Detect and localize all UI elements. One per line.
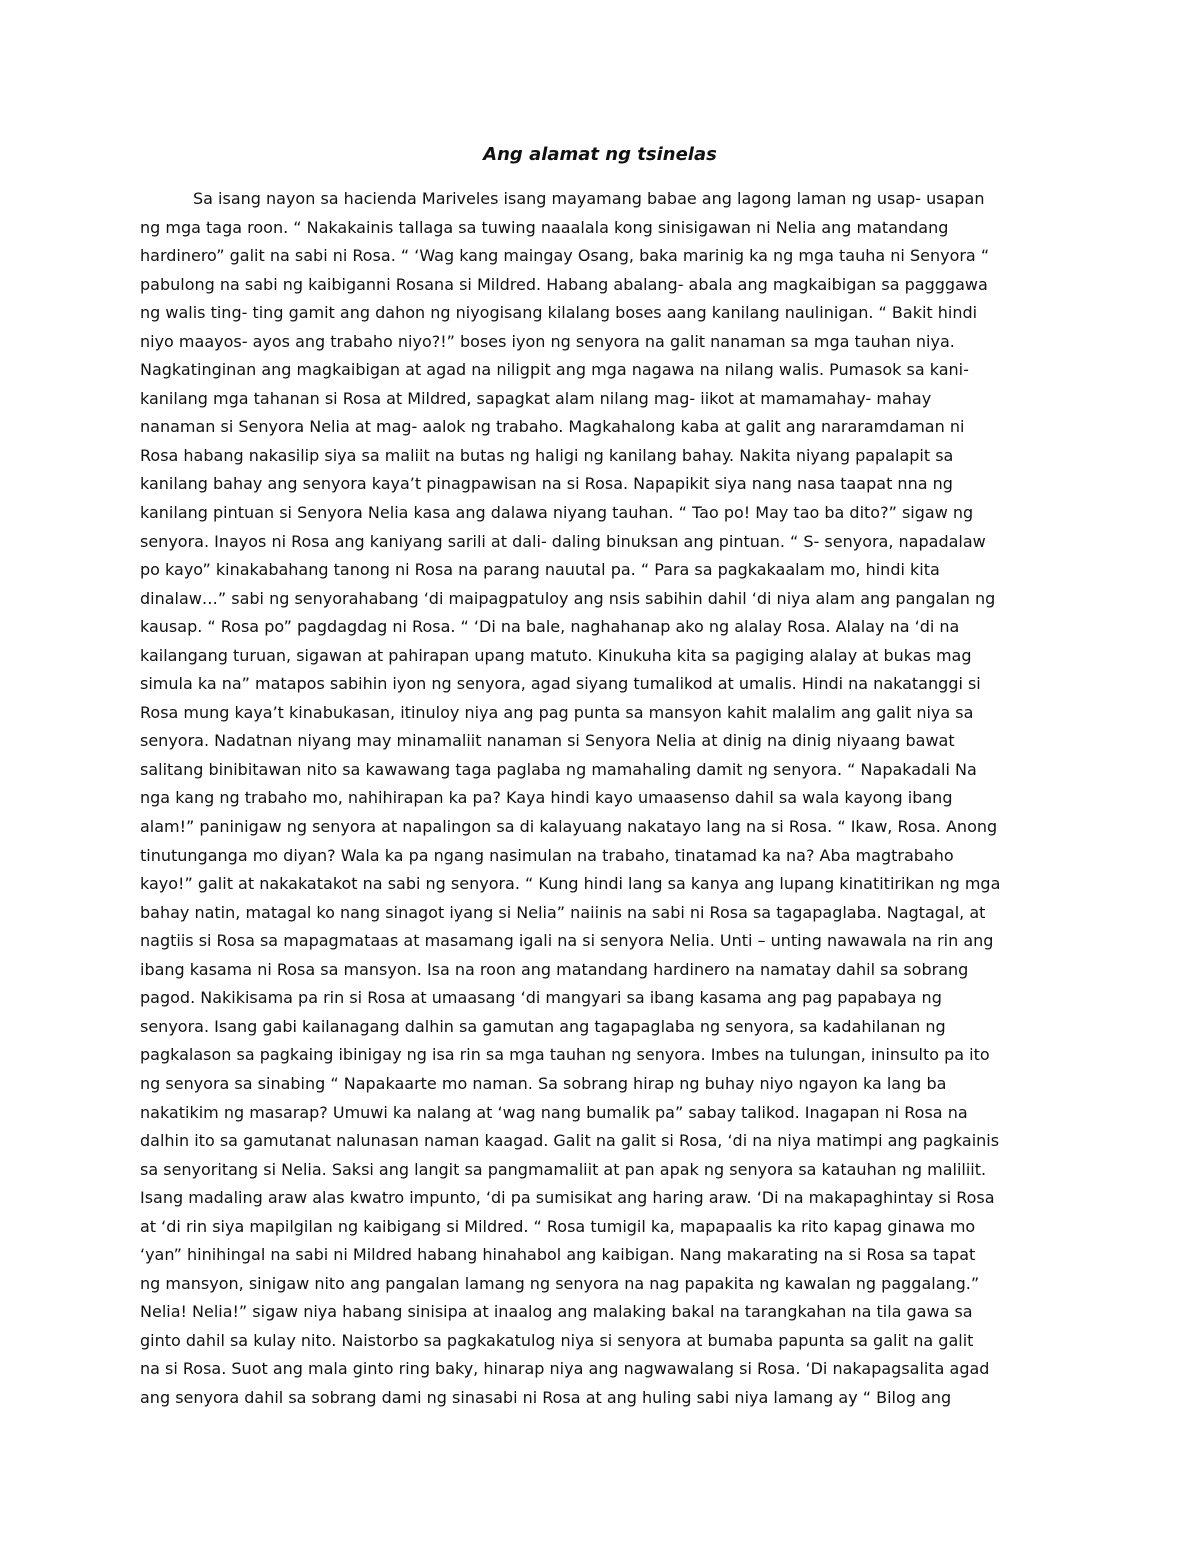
text-line: Isang madaling araw alas kwatro impunto, ‘di pa sumisikat ang haring araw. ‘Di na makapaghintay si Rosa [140, 1188, 995, 1208]
document-title: Ang alamat ng tsinelas [483, 144, 717, 165]
text-line: Sa isang nayon sa hacienda Mariveles isang mayamang babae ang lagong laman ng usap- usapan [193, 189, 985, 208]
text-line: kailangang turuan, sigawan at pahirapan upang matuto. Kinukuha kita sa pagiging alalay at bukas mag [140, 645, 972, 665]
text-line: Nagkatinginan ang magkaibigan at agad na niligpit ang mga nagawa na nilang walis. Pumasok sa kani- [140, 360, 969, 380]
text-line: kausap. “ Rosa po” pagdagdag ni Rosa. “ ‘Di na bale, naghahanap ako ng alalay Rosa. Alalay na ‘di na [140, 617, 960, 637]
text-line: kanilang bahay ang senyora kaya’t pinagpawisan na si Rosa. Napapikit siya nang nasa taapat nna ng [140, 474, 953, 494]
text-line: ibang kasama ni Rosa sa mansyon. Isa na roon ang matandang hardinero na namatay dahil sa sobrang [140, 959, 969, 979]
text-line: ‘yan” hinihingal na sabi ni Mildred habang hinahabol ang kaibigan. Nang makarating na si Rosa sa tapat [140, 1245, 976, 1265]
text-line: ng mansyon, sinigaw nito ang pangalan lamang ng senyora na nag papakita ng kawalan ng paggalang.” [140, 1273, 980, 1293]
text-line: niyo maayos- ayos ang trabaho niyo?!” boses iyon ng senyora na galit nanaman sa mga tauhan niya. [140, 331, 955, 351]
text-line: nakatikim ng masarap? Umuwi ka nalang at ‘wag nang bumalik pa” sabay talikod. Inagapan ni Rosa na [140, 1102, 968, 1122]
text-line: alam!” paninigaw ng senyora at napalingon sa di kalayuang nakatayo lang na si Rosa. “ Ikaw, Rosa. Anong [140, 817, 998, 837]
text-line: kayo!” galit at nakakatakot na sabi ng senyora. “ Kung hindi lang sa kanya ang lupang kinatitirikan ng mga [140, 874, 1001, 894]
text-line: sa senyoritang si Nelia. Saksi ang langit sa pangmamaliit at pan apak ng senyora sa katauhan ng maliliit. [140, 1159, 987, 1179]
text-line: dinalaw…” sabi ng senyorahabang ‘di maipagpatuloy ang nsis sabihin dahil ‘di niya alam ang pangalan ng [140, 588, 996, 608]
text-line: kanilang mga tahanan si Rosa at Mildred, sapagkat alam nilang mag- iikot at mamamahay- mahay [140, 388, 932, 408]
text-line: dalhin ito sa gamutanat nalunasan naman kaagad. Galit na galit si Rosa, ‘di na niya matimpi ang pagkainis [140, 1131, 1000, 1151]
text-line: at ‘di rin siya mapilgilan ng kaibigang si Mildred. “ Rosa tumigil ka, mapapaalis ka rito kapag ginawa mo [140, 1216, 976, 1236]
text-line: senyora. Nadatnan niyang may minamaliit nanaman si Senyora Nelia at dinig na dinig niyaang bawat [140, 731, 955, 751]
text-line: Nelia! Nelia!” sigaw niya habang sinisipa at inaalog ang malaking bakal na tarangkahan na tila gawa sa [140, 1302, 973, 1322]
text-line: ng walis ting- ting gamit ang dahon ng niyogisang kilalang boses aang kanilang naulinigan. “ Bakit hindi [140, 303, 978, 323]
text-line: ng mga taga roon. “ Nakakainis tallaga sa tuwing naaalala kong sinisigawan ni Nelia ang matandang [140, 217, 949, 237]
text-line: ginto dahil sa kulay nito. Naistorbo sa pagkakatulog niya si senyora at bumaba papunta sa galit na galit [140, 1330, 974, 1350]
text-line: tinutunganga mo diyan? Wala ka pa ngang nasimulan na trabaho, tinatamad ka na? Aba magtrabaho [140, 845, 954, 865]
text-line: pagkalason sa pagkaing ibinigay ng isa rin sa mga tauhan ng senyora. Imbes na tulungan, ininsulto pa ito [140, 1045, 990, 1065]
text-line: nagtiis si Rosa sa mapagmataas at masamang igali na si senyora Nelia. Unti – unting nawawala na rin ang [140, 931, 994, 951]
text-line: bahay natin, matagal ko nang sinagot iyang si Nelia” naiinis na sabi ni Rosa sa tagapaglaba. Nagtagal, at [140, 902, 986, 922]
text-line: hardinero” galit na sabi ni Rosa. “ ‘Wag kang maingay Osang, baka marinig ka ng mga tauha ni Senyora “ [140, 246, 990, 266]
text-line: pagod. Nakikisama pa rin si Rosa at umaasang ‘di mangyari sa ibang kasama ang pag papabaya ng [140, 988, 942, 1008]
text-line: simula ka na” matapos sabihin iyon ng senyora, agad siyang tumalikod at umalis. Hindi na nakatanggi si [140, 674, 981, 694]
text-line: ng senyora sa sinabing “ Napakaarte mo naman. Sa sobrang hirap ng buhay niyo ngayon ka lang ba [140, 1073, 947, 1093]
text-line: kanilang pintuan si Senyora Nelia kasa ang dalawa niyang tauhan. “ Tao po! May tao ba dito?” sigaw ng [140, 503, 974, 523]
text-line: nga kang ng trabaho mo, nahihirapan ka pa? Kaya hindi kayo umaasenso dahil sa wala kayong ibang [140, 788, 953, 808]
text-line: senyora. Inayos ni Rosa ang kaniyang sarili at dali- daling binuksan ang pintuan. “ S- senyora, napadalaw [140, 531, 986, 551]
text-line: na si Rosa. Suot ang mala ginto ring baky, hinarap niya ang nagwawalang si Rosa. ‘Di nakapagsalita agad [140, 1359, 990, 1379]
text-line: po kayo” kinakabahang tanong ni Rosa na parang nauutal pa. “ Para sa pagkakaalam mo, hindi kita [140, 560, 940, 580]
document-body [140, 185, 1060, 1413]
text-line: salitang binibitawan nito sa kawawang taga paglaba ng mamahaling damit ng senyora. “ Napakadali Na [140, 759, 977, 779]
text-line: senyora. Isang gabi kailanagang dalhin sa gamutan ang tagapaglaba ng senyora, sa kadahilanan ng [140, 1016, 946, 1036]
text-line: ang senyora dahil sa sobrang dami ng sinasabi ni Rosa at ang huling sabi niya lamang ay “ Bilog ang [140, 1387, 952, 1407]
text-line: Rosa mung kaya’t kinabukasan, itinuloy niya ang pag punta sa mansyon kahit malalim ang galit niya sa [140, 702, 974, 722]
text-line: Rosa habang nakasilip siya sa maliit na butas ng haligi ng kanilang bahay. Nakita niyang papalapit sa [140, 445, 954, 465]
text-line: pabulong na sabi ng kaibiganni Rosana si Mildred. Habang abalang- abala ang magkaibigan sa pagggawa [140, 274, 988, 294]
text-line: nanaman si Senyora Nelia at mag- aalok ng trabaho. Magkahalong kaba at galit ang nararamdaman ni [140, 417, 965, 437]
